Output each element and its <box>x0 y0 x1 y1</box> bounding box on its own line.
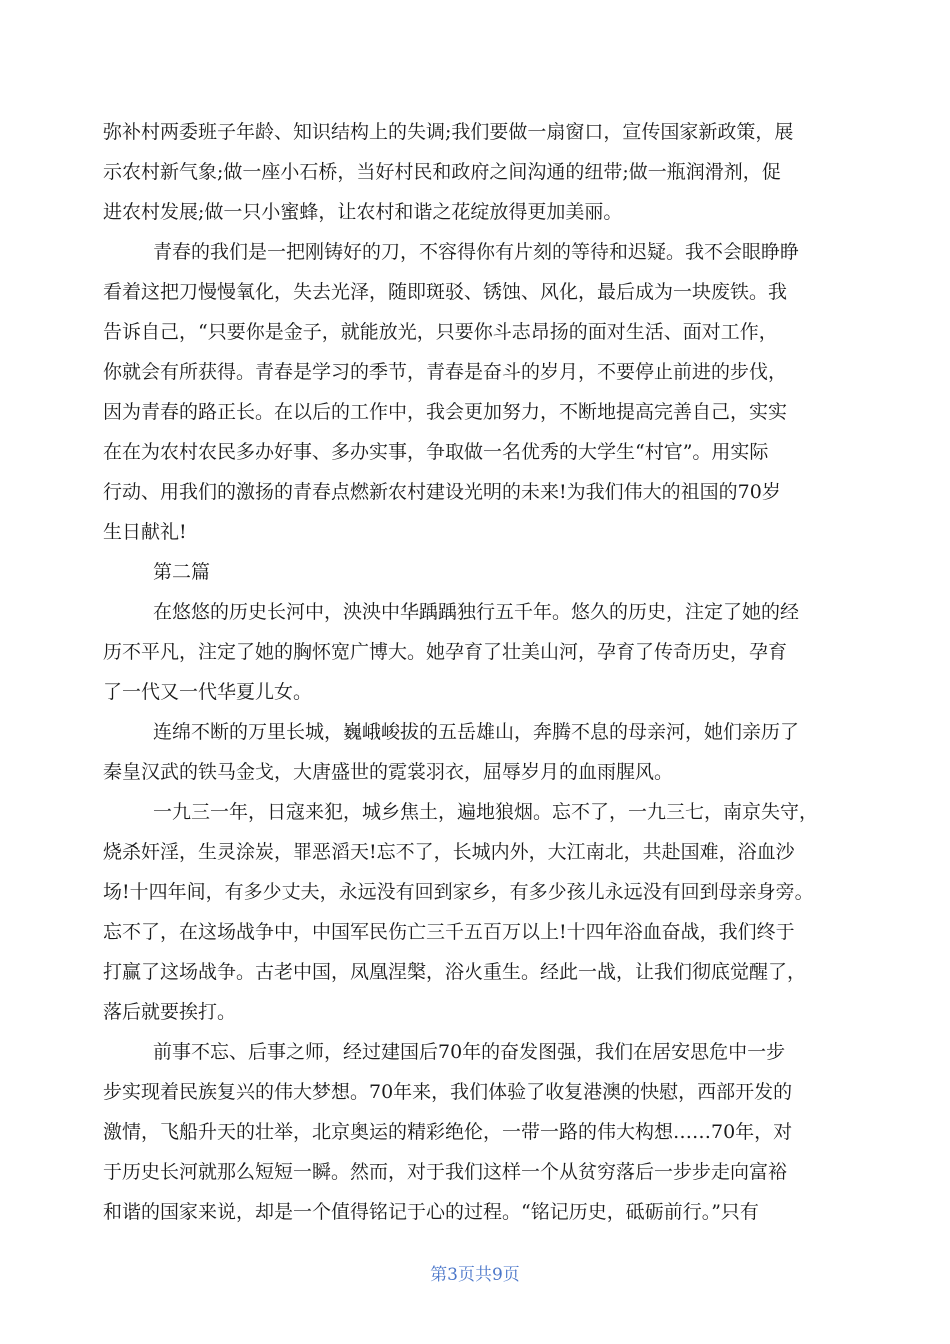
text-line: 前事不忘、后事之师，经过建国后70年的奋发图强，我们在居安思危中一步 <box>153 1041 786 1063</box>
text-line: 场!十四年间，有多少丈夫，永远没有回到家乡，有多少孩儿永远没有回到母亲身旁。 <box>103 881 814 903</box>
text-line: 弥补村两委班子年龄、知识结构上的失调;我们要做一扇窗口，宣传国家新政策，展 <box>103 121 794 143</box>
text-line: 连绵不断的万里长城，巍峨峻拔的五岳雄山，奔腾不息的母亲河，她们亲历了 <box>153 721 800 743</box>
text-line: 步实现着民族复兴的伟大梦想。70年来，我们体验了收复港澳的快慰，西部开发的 <box>103 1081 793 1103</box>
text-line: 历不平凡，注定了她的胸怀宽广博大。她孕育了壮美山河，孕育了传奇历史，孕育 <box>103 641 788 663</box>
text-line: 在在为农村农民多办好事、多办实事，争取做一名优秀的大学生“村官”。用实际 <box>103 441 769 463</box>
text-line: 了一代又一代华夏儿女。 <box>103 681 313 703</box>
text-line: 烧杀奸淫，生灵涂炭，罪恶滔天!忘不了，长城内外，大江南北，共赴国难，浴血沙 <box>103 841 795 863</box>
body-text <box>103 112 848 1232</box>
text-line: 生日献礼! <box>103 521 187 543</box>
page-number: 第3页共9页 <box>430 1265 520 1285</box>
text-line: 行动、用我们的激扬的青春点燃新农村建设光明的未来!为我们伟大的祖国的70岁 <box>103 481 781 503</box>
text-line: 进农村发展;做一只小蜜蜂，让农村和谐之花绽放得更加美丽。 <box>103 201 623 223</box>
text-line: 看着这把刀慢慢氧化，失去光泽，随即斑驳、锈蚀、风化，最后成为一块废铁。我 <box>103 281 788 303</box>
text-line: 激情，飞船升天的壮举，北京奥运的精彩绝伦，一带一路的伟大构想……70年，对 <box>103 1121 793 1143</box>
text-line: 一九三一年，日寇来犯，城乡焦土，遍地狼烟。忘不了，一九三七，南京失守， <box>153 801 819 823</box>
text-line: 告诉自己，“只要你是金子，就能放光，只要你斗志昂扬的面对生活、面对工作， <box>103 321 778 343</box>
text-line: 和谐的国家来说，却是一个值得铭记于心的过程。“铭记历史，砥砺前行。”只有 <box>103 1201 759 1223</box>
section-heading: 第二篇 <box>153 561 211 583</box>
text-line: 青春的我们是一把刚铸好的刀，不容得你有片刻的等待和迟疑。我不会眼睁睁 <box>153 241 800 263</box>
text-line: 打赢了这场战争。古老中国，凤凰涅槃，浴火重生。经此一战，让我们彻底觉醒了， <box>103 961 807 983</box>
text-line: 你就会有所获得。青春是学习的季节，青春是奋斗的岁月，不要停止前进的步伐， <box>103 361 788 383</box>
text-line: 于历史长河就那么短短一瞬。然而，对于我们这样一个从贫穷落后一步步走向富裕 <box>103 1161 788 1183</box>
text-line: 在悠悠的历史长河中，泱泱中华踽踽独行五千年。悠久的历史，注定了她的经 <box>153 601 800 623</box>
text-line: 落后就要挨打。 <box>103 1001 237 1023</box>
text-line: 秦皇汉武的铁马金戈，大唐盛世的霓裳羽衣，屈辱岁月的血雨腥风。 <box>103 761 674 783</box>
text-line: 因为青春的路正长。在以后的工作中，我会更加努力，不断地提高完善自己，实实 <box>103 401 788 423</box>
text-line: 示农村新气象;做一座小石桥，当好村民和政府之间沟通的纽带;做一瓶润滑剂，促 <box>103 161 781 183</box>
text-line: 忘不了，在这场战争中，中国军民伤亡三千五百万以上!十四年浴血奋战，我们终于 <box>103 921 795 943</box>
